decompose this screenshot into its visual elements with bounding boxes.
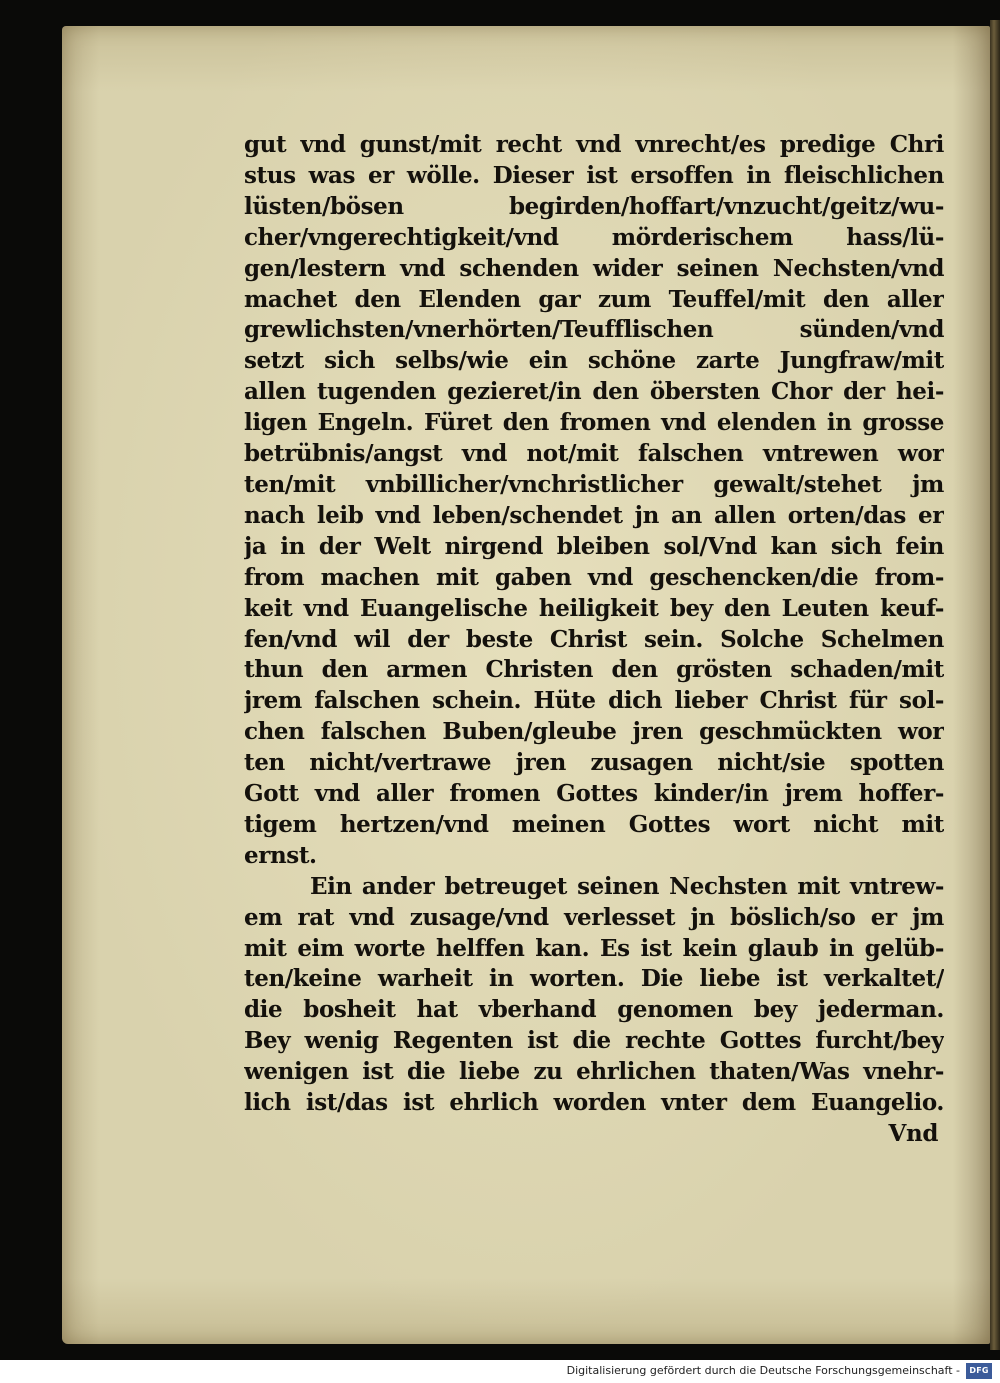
text-line: keit vnd Euangelische heiligkeit bey den Leuten keuf- — [244, 594, 944, 622]
text-line: fen/vnd wil der beste Christ sein. Solche Schelmen — [244, 625, 944, 653]
text-line: allen tugenden gezieret/in den öbersten Chor der hei- — [244, 378, 944, 406]
footer-bar — [0, 1360, 1000, 1383]
dfg-logo-icon: DFG — [966, 1363, 992, 1379]
text-line: from machen mit gaben vnd geschencken/die from- — [244, 563, 944, 591]
text-line: wenigen ist die liebe zu ehrlichen thaten/Was vnehr- — [244, 1058, 944, 1086]
text-line: tigem hertzen/vnd meinen Gottes wort nicht mit — [244, 810, 944, 838]
text-line: chen falschen Buben/gleube jren geschmückten wor — [244, 718, 944, 746]
text-line: stus was er wölle. Dieser ist ersoffen in fleischlichen — [244, 161, 944, 189]
text-line: betrübnis/angst vnd not/mit falschen vntrewen wor — [244, 440, 944, 468]
text-line: machet den Elenden gar zum Teuffel/mit den aller — [244, 285, 944, 313]
text-line: ten/mit vnbillicher/vnchristlicher gewalt/stehet jm — [244, 470, 944, 498]
text-line: thun den armen Christen den grösten schaden/mit — [244, 656, 944, 684]
text-line: lüsten/bösen begirden/hoffart/vnzucht/geitz/wu- — [244, 192, 944, 220]
text-line: Bey wenig Regenten ist die rechte Gottes furcht/bey — [244, 1027, 944, 1055]
funding-credit: Digitalisierung gefördert durch die Deutsche Forschungsgemeinschaft - — [566, 1364, 960, 1377]
text-line: gut vnd gunst/mit recht vnd vnrecht/es predige Chri — [244, 131, 944, 158]
text-line: mit eim worte helffen kan. Es ist kein glaub in gelüb- — [244, 934, 944, 962]
paragraph-start-line: Ein ander betreuget seinen Nechsten mit vntrew- — [310, 872, 944, 900]
text-line: ja in der Welt nirgend bleiben sol/Vnd kan sich fein — [244, 532, 944, 560]
text-line: setzt sich selbs/wie ein schöne zarte Jungfraw/mit — [244, 347, 944, 375]
text-line: jrem falschen schein. Hüte dich lieber Christ für sol- — [244, 687, 944, 715]
text-line: Gott vnd aller fromen Gottes kinder/in jrem hoffer- — [244, 780, 944, 808]
text-line: nach leib vnd leben/schendet jn an allen orten/das er — [244, 501, 944, 529]
text-line: em rat vnd zusage/vnd verlesset jn böslich/so er jm — [244, 903, 944, 931]
text-line: die bosheit hat vberhand genomen bey jederman. — [244, 996, 944, 1024]
text-line: ten/keine warheit in worten. Die liebe ist verkaltet/ — [244, 965, 944, 993]
text-line: ten nicht/vertrawe jren zusagen nicht/sie spotten — [244, 749, 944, 777]
text-line: cher/vngerechtigkeit/vnd mörderischem hass/lü- — [244, 223, 944, 251]
book-edge — [990, 20, 1000, 1350]
page-text — [244, 130, 944, 1150]
text-line: gen/lestern vnd schenden wider seinen Nechsten/vnd — [244, 254, 944, 282]
text-line: lich ist/das ist ehrlich worden vnter dem Euangelio. — [244, 1089, 944, 1117]
text-line: ligen Engeln. Füret den fromen vnd elenden in grosse — [244, 409, 944, 437]
text-line: ernst. — [244, 841, 317, 869]
catchword: Vnd — [888, 1120, 938, 1147]
text-line: grewlichsten/vnerhörten/Teufflischen sünden/vnd — [244, 316, 944, 344]
